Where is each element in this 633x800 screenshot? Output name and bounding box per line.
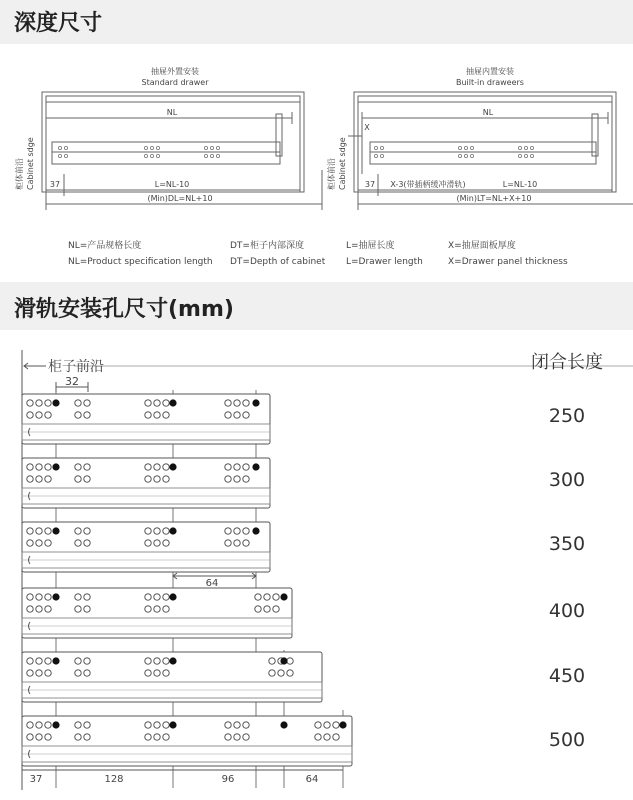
legend-dt — [230, 238, 325, 270]
dim32-label: 32 — [65, 375, 79, 388]
right-l-label: L=NL-10 — [502, 180, 538, 189]
right-slide-rail — [370, 142, 596, 164]
length-400: 400 — [548, 600, 586, 622]
mount-hole-marker — [52, 657, 59, 664]
bottom-dim-96: 96 — [221, 774, 235, 785]
mount-hole-marker — [52, 527, 59, 534]
mount-hole-marker — [252, 463, 259, 470]
left-drawer-panel — [276, 114, 282, 156]
mount-hole-marker — [252, 527, 259, 534]
right-title-cn: 抽屉内置安装 — [466, 67, 514, 76]
right-drawer-panel — [592, 114, 598, 156]
legend-l — [346, 238, 423, 270]
length-300: 300 — [548, 469, 586, 491]
left-nl-label: NL — [166, 108, 178, 117]
mount-hole-marker — [339, 721, 346, 728]
length-350: 350 — [548, 533, 586, 555]
bottom-dim-128: 128 — [104, 774, 124, 785]
left-side-en: Cabinet sdge — [26, 137, 35, 190]
mount-hole-marker — [169, 657, 176, 664]
mount-hole-marker — [169, 463, 176, 470]
mount-hole-marker — [169, 399, 176, 406]
slide-rail — [22, 522, 270, 572]
left-side-cn: 柜体前沿 — [15, 158, 24, 190]
mount-hole-marker — [280, 593, 287, 600]
slide-rail — [22, 652, 322, 702]
mount-hole-marker — [252, 399, 259, 406]
legend-nl — [68, 238, 213, 270]
legend-dt-en: DT=Depth of cabinet — [230, 257, 326, 267]
left-title-cn: 抽屉外置安装 — [151, 67, 199, 76]
mount-hole-marker — [52, 463, 59, 470]
legend-x-en: X=Drawer panel thickness — [448, 257, 568, 267]
right-nl-label: NL — [482, 108, 494, 117]
left-l-label: L=NL-10 — [154, 180, 190, 189]
right-x-label: X — [364, 123, 370, 132]
length-450: 450 — [548, 665, 586, 687]
legend-x-cn: X=抽屉面板厚度 — [448, 241, 516, 251]
left-slide-rail — [52, 142, 280, 164]
right-x3-label: X-3(带插柄缓冲滑轨) — [390, 180, 466, 189]
right-min-label: (Min)LT=NL+X+10 — [456, 194, 532, 203]
right-side-en: Cabinet sdge — [338, 137, 347, 190]
slide-rail — [22, 458, 270, 508]
bottom-dim-64: 64 — [305, 774, 319, 785]
mount-hole-marker — [280, 721, 287, 728]
rails — [22, 394, 352, 766]
length-500: 500 — [548, 729, 586, 751]
cabinet-front-label: 柜子前沿 — [48, 359, 104, 375]
dim64-mid-label: 64 — [205, 578, 219, 589]
legend-nl-cn: NL=产品规格长度 — [68, 241, 142, 251]
left-37-label: 37 — [49, 180, 61, 189]
length-250: 250 — [548, 405, 586, 427]
bottom-dim-37: 37 — [29, 774, 43, 785]
right-title-en: Built-in draweers — [456, 78, 524, 87]
slide-rail — [22, 588, 292, 638]
mount-hole-marker — [52, 399, 59, 406]
legend-l-cn: L=抽屉长度 — [346, 241, 395, 251]
legend-nl-en: NL=Product specification length — [68, 257, 213, 267]
mount-hole-marker — [280, 657, 287, 664]
section2-header — [0, 282, 633, 330]
right-side-cn: 柜体前沿 — [327, 158, 336, 190]
mount-hole-marker — [52, 593, 59, 600]
legend-dt-cn: DT=柜子内部深度 — [230, 241, 304, 251]
mount-hole-marker — [169, 593, 176, 600]
depth-diagrams — [0, 44, 633, 230]
closed-length-header: 闭合长度 — [531, 352, 603, 373]
slide-rail — [22, 394, 270, 444]
legend-l-en: L=Drawer length — [346, 257, 423, 267]
slide-rail — [22, 716, 352, 766]
right-37-label: 37 — [364, 180, 376, 189]
mount-hole-marker — [169, 527, 176, 534]
legend-x — [448, 238, 568, 270]
left-min-label: (Min)DL=NL+10 — [147, 194, 213, 203]
mount-hole-marker — [169, 721, 176, 728]
section1-header — [0, 0, 633, 44]
mounting-hole-diagram — [0, 330, 633, 800]
mount-hole-marker — [52, 721, 59, 728]
left-title-en: Standard drawer — [141, 78, 209, 87]
section2-title: 滑轨安装孔尺寸(mm) — [14, 297, 234, 322]
section1-title: 深度尺寸 — [14, 11, 103, 36]
